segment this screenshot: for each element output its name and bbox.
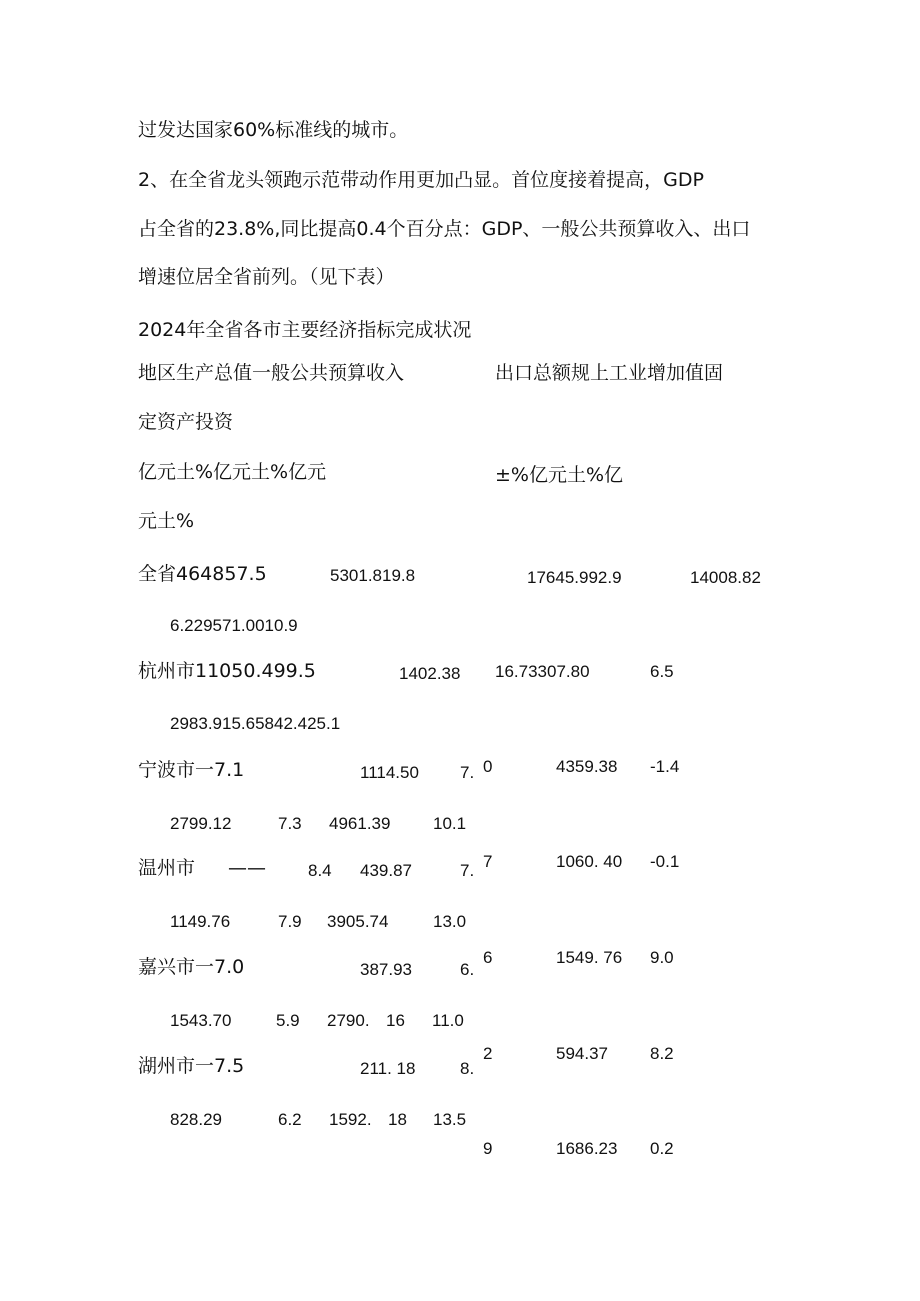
table-cell: 1060. 40: [556, 852, 623, 871]
table-cell: 7.3: [278, 814, 302, 833]
table-cell: 6.5: [650, 662, 674, 681]
table-units: ±%亿元土%亿: [495, 464, 624, 486]
table-cell: 8.2: [650, 1044, 674, 1063]
table-header: 出口总额规上工业增加值固: [495, 362, 724, 384]
table-cell: 828.29: [170, 1110, 222, 1129]
table-cell: 7: [483, 852, 493, 871]
paragraph-line: 占全省的23.8%,同比提高0.4个百分点：GDP、一般公共预算收入、出口: [138, 218, 751, 240]
table-cell: 杭州市11050.499.5: [138, 660, 316, 682]
table-cell: -0.1: [650, 852, 680, 871]
table-cell: 211. 18: [360, 1059, 416, 1078]
table-cell: 16: [386, 1011, 405, 1030]
paragraph-line: 过发达国家60%标准线的城市。: [138, 119, 409, 141]
table-cell: 2983.915.65842.425.1: [170, 714, 341, 733]
table-cell: 4961.39: [329, 814, 391, 833]
table-cell: 0: [483, 757, 493, 776]
table-cell: 1592.: [329, 1110, 372, 1129]
table-cell: ——: [228, 857, 266, 879]
table-cell: 594.37: [556, 1044, 608, 1063]
table-title: 2024年全省各市主要经济指标完成状况: [138, 319, 472, 341]
table-header: 地区生产总值一般公共预算收入: [138, 362, 405, 384]
table-cell: 6.: [460, 960, 475, 979]
table-cell: 1149.76: [170, 912, 231, 931]
table-cell: 2790.: [327, 1011, 370, 1030]
table-cell: 7.: [460, 861, 475, 880]
table-cell: 9.0: [650, 948, 674, 967]
table-header: 定资产投资: [138, 411, 234, 433]
table-cell: 18: [388, 1110, 407, 1129]
table-cell: 6: [483, 948, 493, 967]
table-cell: 7.9: [278, 912, 302, 931]
table-units: 元土%: [138, 510, 195, 532]
table-cell: 9: [483, 1139, 493, 1158]
table-cell: 7.: [460, 763, 475, 782]
table-cell: 1402.38: [399, 664, 461, 683]
table-cell: 387.93: [360, 960, 412, 979]
table-cell: 4359.38: [556, 757, 618, 776]
table-cell: 16.73307.80: [495, 662, 590, 681]
table-cell: 13.0: [433, 912, 467, 931]
table-cell: 11.0: [432, 1011, 464, 1030]
table-cell: 6.229571.0010.9: [170, 616, 298, 635]
table-cell: 14008.82: [690, 568, 761, 587]
table-cell: 5301.819.8: [330, 566, 416, 585]
table-cell: 10.1: [433, 814, 467, 833]
table-units: 亿元土%亿元土%亿元: [138, 461, 327, 483]
table-cell: 17645.992.9: [527, 568, 622, 587]
table-cell: 1549. 76: [556, 948, 623, 967]
table-cell: 439.87: [360, 861, 412, 880]
table-cell: 0.2: [650, 1139, 674, 1158]
table-cell: 3905.74: [327, 912, 389, 931]
table-cell: 13.5: [433, 1110, 467, 1129]
table-cell: 湖州市一7.5: [138, 1055, 245, 1077]
table-cell: 1686.23: [556, 1139, 618, 1158]
table-cell: 全省464857.5: [138, 563, 267, 585]
table-cell: 1114.50: [360, 763, 419, 782]
table-cell: 8.4: [308, 861, 332, 880]
paragraph-line: 增速位居全省前列。（见下表）: [138, 266, 395, 288]
table-cell: -1.4: [650, 757, 680, 776]
paragraph-line: 2、在全省龙头领跑示范带动作用更加凸显。首位度接着提高，GDP: [138, 169, 704, 191]
table-cell: 宁波市一7.1: [138, 759, 245, 781]
table-cell: 温州市: [138, 857, 196, 879]
table-cell: 2: [483, 1044, 493, 1063]
table-cell: 8.: [460, 1059, 475, 1078]
table-cell: 2799.12: [170, 814, 232, 833]
table-cell: 6.2: [278, 1110, 302, 1129]
table-cell: 5.9: [276, 1011, 300, 1030]
table-cell: 嘉兴市一7.0: [138, 956, 245, 978]
table-cell: 1543.70: [170, 1011, 232, 1030]
